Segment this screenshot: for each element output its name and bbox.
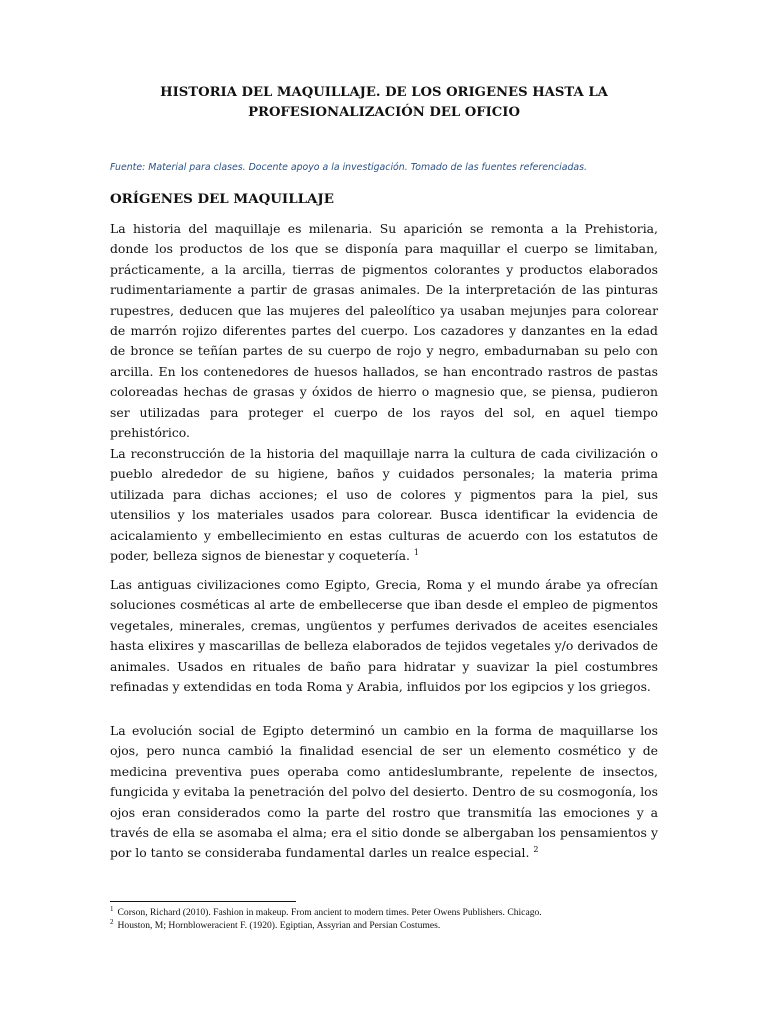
document-title — [110, 83, 658, 123]
footnote-ref-2[interactable]: 2 — [533, 845, 539, 855]
paragraph-3-text: Las antiguas civilizaciones como Egipto, Grecia, Roma y el mundo árabe ya ofrecían soluciones cosméticas al arte de embellecerse que iban desde el empleo de pigmentos vegetales, minerales, cremas, ungüentos y perfumes derivados de aceites esenciales hasta elixires y mascarillas de belleza elaborados de tejidos vegetales y/o derivados de animales. Usados en rituales de baño para hidratar y suavizar la piel costumbres refinadas y extendidas en toda Roma y Arabia, influidos por los egipcios y los griegos. — [110, 577, 658, 695]
document-title-line-1: HISTORIA DEL MAQUILLAJE. DE LOS ORIGENES HASTA LA — [160, 85, 608, 100]
paragraph-4-text: La evolución social de Egipto determinó un cambio en la forma de maquillarse los ojos, pero nunca cambió la finalidad esencial de ser un elemento cosmético y de medicina preventiva pues operaba como antideslumbrante, repelente de insectos, fungicida y evitaba la penetración del polvo del desierto. Dentro de su cosmogonía, los ojos eran considerados como la parte del rostro que transmitía las emociones y a través de ella se asomaba el alma; era el sitio donde se albergaban los pensamientos y por lo tanto se consideraba fundamental darles un realce especial. — [110, 723, 658, 861]
footnote-1-number: 1 — [110, 904, 114, 913]
paragraph-2-text: La reconstrucción de la historia del maquillaje narra la cultura de cada civilización o pueblo alrededor de su higiene, baños y cuidados personales; la materia prima utilizada para dichas acciones; el uso de colores y pigmentos para la piel, sus utensilios y los materiales usados para colorear. Busca identificar la evidencia de acicalamiento y embellecimiento en estas culturas de acuerdo con los estatutos de poder, belleza signos de bienestar y coquetería. — [110, 446, 658, 564]
footnote-separator — [110, 901, 296, 902]
footnote-ref-1[interactable]: 1 — [413, 547, 419, 557]
paragraph-4 — [110, 721, 658, 864]
paragraph-1-text: La historia del maquillaje es milenaria. Su aparición se remonta a la Prehistoria, donde los productos de los que se disponía para maquillar el cuerpo se limitaban, prácticamente, a la arcilla, tierras de pigmentos colorantes y productos elaborados rudimentariamente a partir de grasas animales. De la interpretación de las pinturas rupestres, deducen que las mujeres del paleolítico ya usaban mejunjes para colorear de marrón rojizo diferentes partes del cuerpo. Los cazadores y danzantes en la edad de bronce se teñían partes de su cuerpo de rojo y negro, embadurnaban su pelo con arcilla. En los contenedores de huesos hallados, se han encontrado rastros de pastas coloreadas hechas de grasas y óxidos de hierro o magnesio que, se piensa, pudieron ser utilizadas para proteger el cuerpo de los rayos del sol, en aquel tiempo prehistórico. — [110, 221, 658, 441]
section-heading: ORÍGENES DEL MAQUILLAJE — [110, 191, 334, 207]
footnote-1 — [110, 906, 670, 919]
paragraph-1 — [110, 219, 658, 443]
paragraph-3 — [110, 575, 658, 697]
paragraph-2 — [110, 444, 658, 566]
document-title-line-2: PROFESIONALIZACIÓN DEL OFICIO — [248, 105, 520, 120]
footnote-1-text: Corson, Richard (2010). Fashion in makeup. From ancient to modern times. Peter Owens Publishers. Chicago. — [117, 907, 542, 918]
source-note: Fuente: Material para clases. Docente apoyo a la investigación. Tomado de las fuentes referenciadas. — [110, 162, 588, 173]
footnotes — [110, 906, 670, 932]
footnote-2-text: Houston, M; Hornbloweracient F. (1920). Egiptian, Assyrian and Persian Costumes. — [117, 920, 441, 931]
footnote-2 — [110, 919, 670, 932]
footnote-2-number: 2 — [110, 917, 114, 926]
